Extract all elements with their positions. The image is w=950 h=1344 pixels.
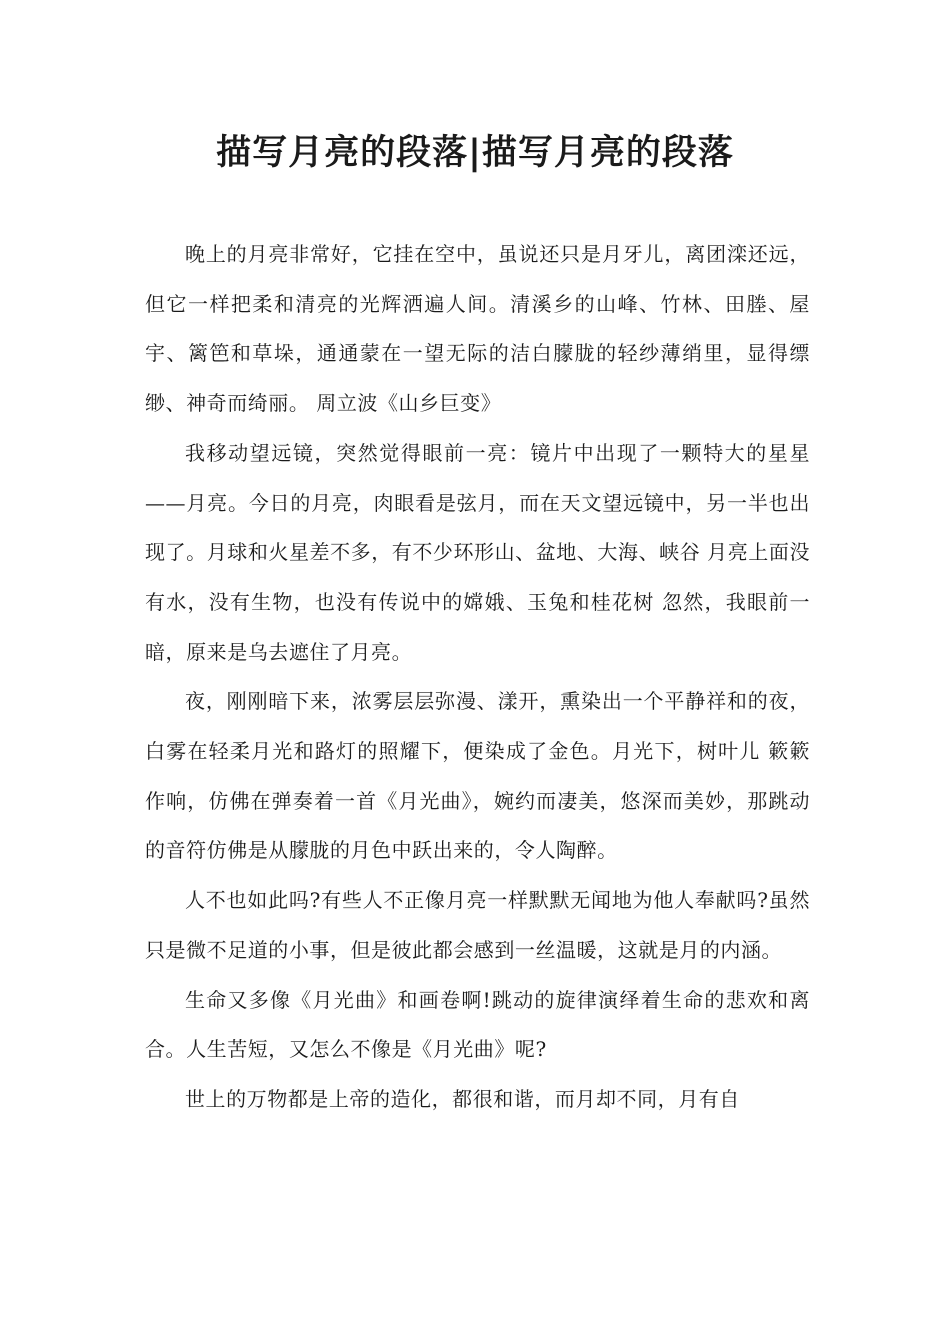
document-title: 描写月亮的段落|描写月亮的段落 (216, 133, 734, 173)
paragraph-1: 晚上的月亮非常好，它挂在空中，虽说还只是月牙儿，离团滦还远，但它一样把柔和清亮的光辉洒遍人间。清溪乡的山峰、竹林、田塍、屋宇、篱笆和草垛，通通蒙在一望无际的洁白朦胧的轻纱薄绡里，显得缥缈、神奇而绮丽。 周立波《山乡巨变》 (145, 242, 810, 416)
paragraph-6: 世上的万物都是上帝的造化，都很和谐，而月却不同，月有自 (185, 1086, 740, 1111)
paragraph-4: 人不也如此吗?有些人不正像月亮一样默默无闻地为他人奉献吗?虽然只是微不足道的小事，但是彼此都会感到一丝温暖，这就是月的内涵。 (145, 888, 810, 962)
document-body (145, 230, 810, 1125)
paragraph-2: 我移动望远镜，突然觉得眼前一亮：镜片中出现了一颗特大的星星——月亮。今日的月亮，肉眼看是弦月，而在天文望远镜中，另一半也出现了。月球和火星差不多，有不少环形山、盆地、大海、峡谷 月亮上面没有水，没有生物，也没有传说中的嫦娥、玉兔和桂花树 忽然，我眼前一暗，原来是乌去遮住了月亮。 (145, 440, 810, 664)
paragraph-5: 生命又多像《月光曲》和画卷啊!跳动的旋律演绎着生命的悲欢和离合。人生苦短，又怎么不像是《月光曲》呢? (145, 987, 810, 1062)
paragraph-3: 夜，刚刚暗下来，浓雾层层弥漫、漾开，熏染出一个平静祥和的夜，白雾在轻柔月光和路灯的照耀下，便染成了金色。月光下，树叶儿 簌簌 作响，仿佛在弹奏着一首《月光曲》，婉约而凄美，悠深而美妙，那跳动的音符仿佛是从朦胧的月色中跃出来的，令人陶醉。 (145, 689, 810, 863)
